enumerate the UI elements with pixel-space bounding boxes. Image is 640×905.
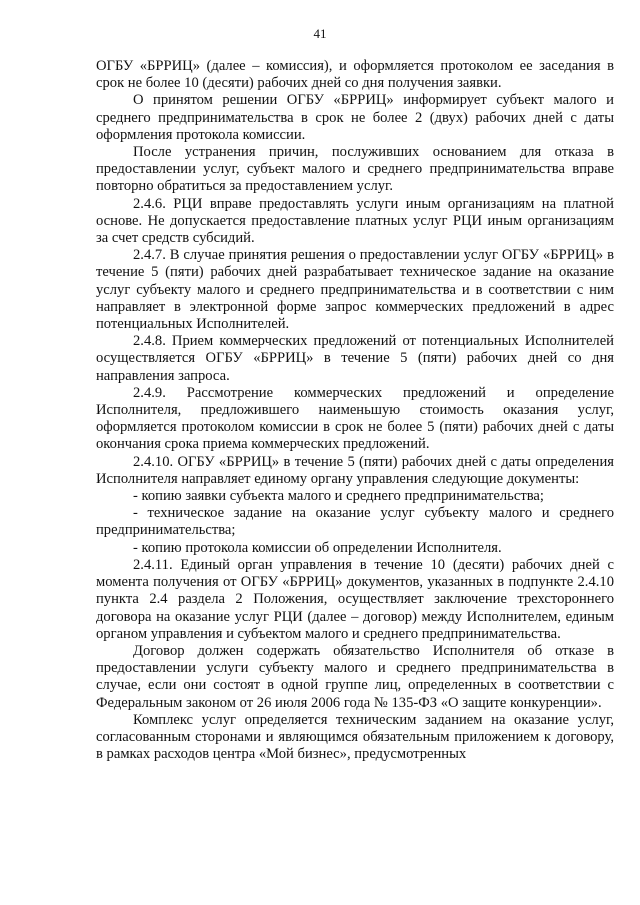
- paragraph: 2.4.6. РЦИ вправе предоставлять услуги иным организациям на платной основе. Не допускается предоставление платных услуг РЦИ иным организациям за счет средств субсидий.: [96, 195, 614, 247]
- list-item: - копию протокола комиссии об определении Исполнителя.: [133, 539, 502, 556]
- paragraph: ОГБУ «БРРИЦ» (далее – комиссия), и оформляется протоколом ее заседания в срок не более 10 (десяти) рабочих дней со дня получения заявки.: [96, 58, 614, 92]
- page-number: 41: [313, 26, 327, 41]
- paragraph: 2.4.11. Единый орган управления в течение 10 (десяти) рабочих дней с момента получения от ОГБУ «БРРИЦ» документов, указанных в подпункте 2.4.10 пункта 2.4 раздела 2 Положения, осуществляет заключение трехстороннего договора на оказание услуг РЦИ (далее – договор) между Исполнителем, единым органом управления и субъектом малого и среднего предпринимательства.: [96, 556, 614, 642]
- paragraph: 2.4.8. Прием коммерческих предложений от потенциальных Исполнителей осуществляется ОГБУ «БРРИЦ» в течение 5 (пяти) рабочих дней со дня направления запроса.: [96, 333, 614, 384]
- list-item: - копию заявки субъекта малого и среднего предпринимательства;: [133, 488, 544, 505]
- paragraph: После устранения причин, послуживших основанием для отказа в предоставлении услуг, субъект малого и среднего предпринимательства вправе повторно обратиться за предоставлением услуг.: [96, 144, 614, 195]
- paragraph: О принятом решении ОГБУ «БРРИЦ» информирует субъект малого и среднего предпринимательства в срок не более 2 (двух) рабочих дней с даты оформления протокола комиссии.: [96, 92, 614, 143]
- paragraph: 2.4.10. ОГБУ «БРРИЦ» в течение 5 (пяти) рабочих дней с даты определения Исполнителя направляет единому органу управления следующие документы:: [96, 453, 614, 487]
- paragraph: Договор должен содержать обязательство Исполнителя об отказе в предоставлении услуги субъекту малого и среднего предпринимательства в случае, если они состоят в одной группе лиц, определенных в соответствии с Федеральным законом от 26 июля 2006 года № 135-ФЗ «О защите конкуренции».: [96, 642, 614, 711]
- paragraph: Комплекс услуг определяется техническим заданием на оказание услуг, согласованным сторонами и являющимся обязательным приложением к договору, в рамках расходов центра «Мой бизнес», предусмотренных: [96, 711, 614, 763]
- document-body: [96, 58, 614, 763]
- paragraph: 2.4.7. В случае принятия решения о предоставлении услуг ОГБУ «БРРИЦ» в течение 5 (пяти) рабочих дней разрабатывает техническое задание на оказание услуг субъекту малого и среднего предпринимательства и в соответствии с ним направляет в электронной форме запрос коммерческих предложений в адрес потенциальных Исполнителей.: [96, 247, 614, 333]
- list-item: - техническое задание на оказание услуг субъекту малого и среднего предпринимательства;: [96, 505, 614, 539]
- paragraph: 2.4.9. Рассмотрение коммерческих предложений и определение Исполнителя, предложившего наименьшую стоимость оказания услуг, оформляется протоколом комиссии в срок не более 5 (пяти) рабочих дней с даты окончания срока приема коммерческих предложений.: [96, 384, 614, 453]
